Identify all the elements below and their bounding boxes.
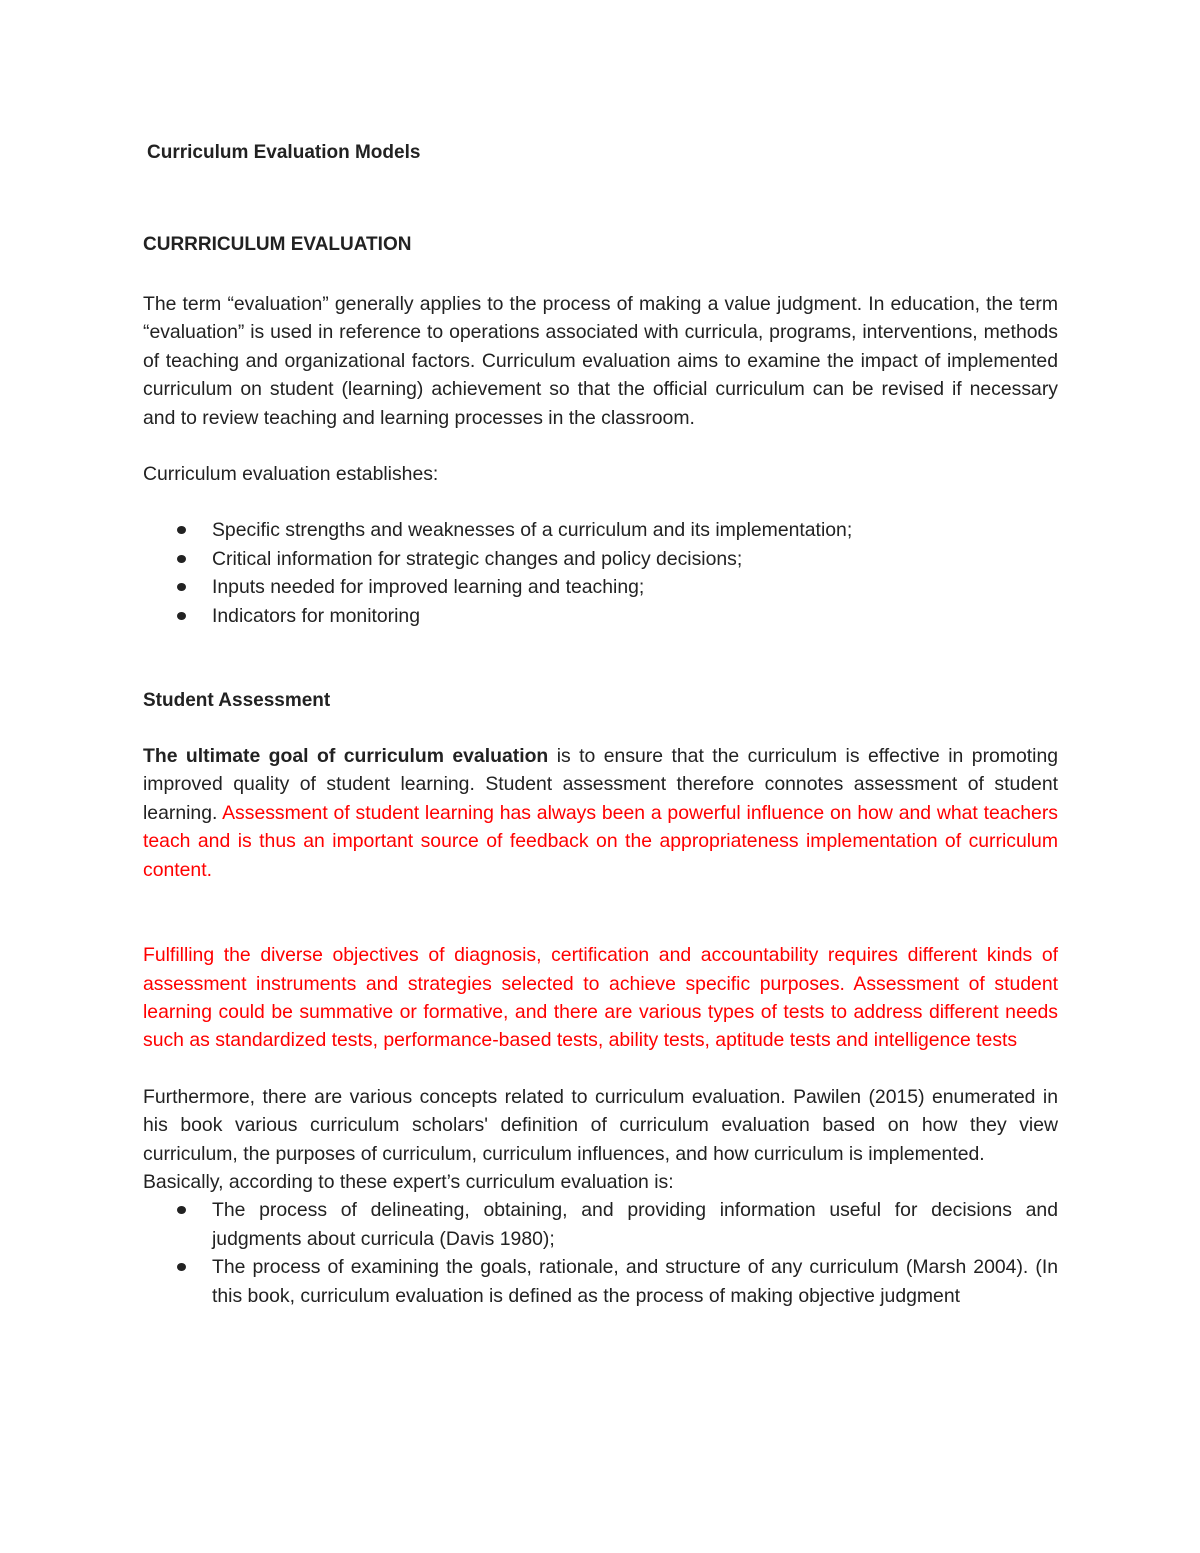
definitions-list <box>143 1196 1058 1310</box>
establishes-label: Curriculum evaluation establishes: <box>143 463 439 486</box>
section-heading-curriculum-evaluation: CURRRICULUM EVALUATION <box>143 234 412 255</box>
document-title: Curriculum Evaluation Models <box>147 142 421 163</box>
assessment-bold-lead: The ultimate goal of curriculum evaluation <box>143 745 549 768</box>
list-item: The process of delineating, obtaining, and providing information useful for decisions and judgments about curricula (Davis 1980); <box>143 1196 1058 1253</box>
concepts-paragraph: Furthermore, there are various concepts related to curriculum evaluation. Pawilen (2015) enumerated in his book various curriculum scholars' definition of curriculum evaluation based on how they view curriculum, the purposes of curriculum, curriculum influences, and how curriculum is implemented. <box>143 1085 1058 1165</box>
bullet-icon <box>177 1263 186 1271</box>
list-item: Critical information for strategic changes and policy decisions; <box>143 545 1058 573</box>
assessment-paragraph <box>143 742 1058 884</box>
list-item: The process of examining the goals, rationale, and structure of any curriculum (Marsh 2004). (In this book, curriculum evaluation is defined as the process of making objective judgment <box>143 1253 1058 1310</box>
section-heading-student-assessment: Student Assessment <box>143 690 331 712</box>
bullet-icon <box>177 526 186 534</box>
intro-paragraph: The term “evaluation” generally applies to the process of making a value judgment. In education, the term “evaluation” is used in reference to operations associated with curricula, programs, interventions, methods of teaching and organizational factors. Curriculum evaluation aims to examine the impact of implemented curriculum on student (learning) achievement so that the official curriculum can be revised if necessary and to review teaching and learning processes in the classroom. <box>143 293 1058 429</box>
list-item: Specific strengths and weaknesses of a curriculum and its implementation; <box>143 516 1058 544</box>
assessment-normal-text: is to ensure that the curriculum is effective in promoting improved quality of student learning. Student assessment therefore connotes assessment of student learning. <box>143 745 1059 824</box>
bullet-icon <box>177 612 186 620</box>
bullet-icon <box>177 555 186 563</box>
establishes-list <box>143 516 1058 630</box>
basically-line: Basically, according to these expert’s curriculum evaluation is: <box>143 1170 674 1193</box>
list-item: Indicators for monitoring <box>143 602 1058 630</box>
assessment-red-text: Assessment of student learning has always been a powerful influence on how and what teachers teach and is thus an important source of feedback on the appropriateness implementation of curriculum content. <box>143 801 1058 881</box>
list-item: Inputs needed for improved learning and teaching; <box>143 573 1058 601</box>
objectives-paragraph: Fulfilling the diverse objectives of diagnosis, certification and accountability requires different kinds of assessment instruments and strategies selected to achieve specific purposes. Assessment of student learning could be summative or formative, and there are various types of tests to address different needs such as standardized tests, performance-based tests, ability tests, aptitude tests and intelligence tests <box>143 944 1058 1052</box>
bullet-icon <box>177 1206 186 1214</box>
document-page <box>143 138 1058 1310</box>
bullet-icon <box>177 583 186 591</box>
